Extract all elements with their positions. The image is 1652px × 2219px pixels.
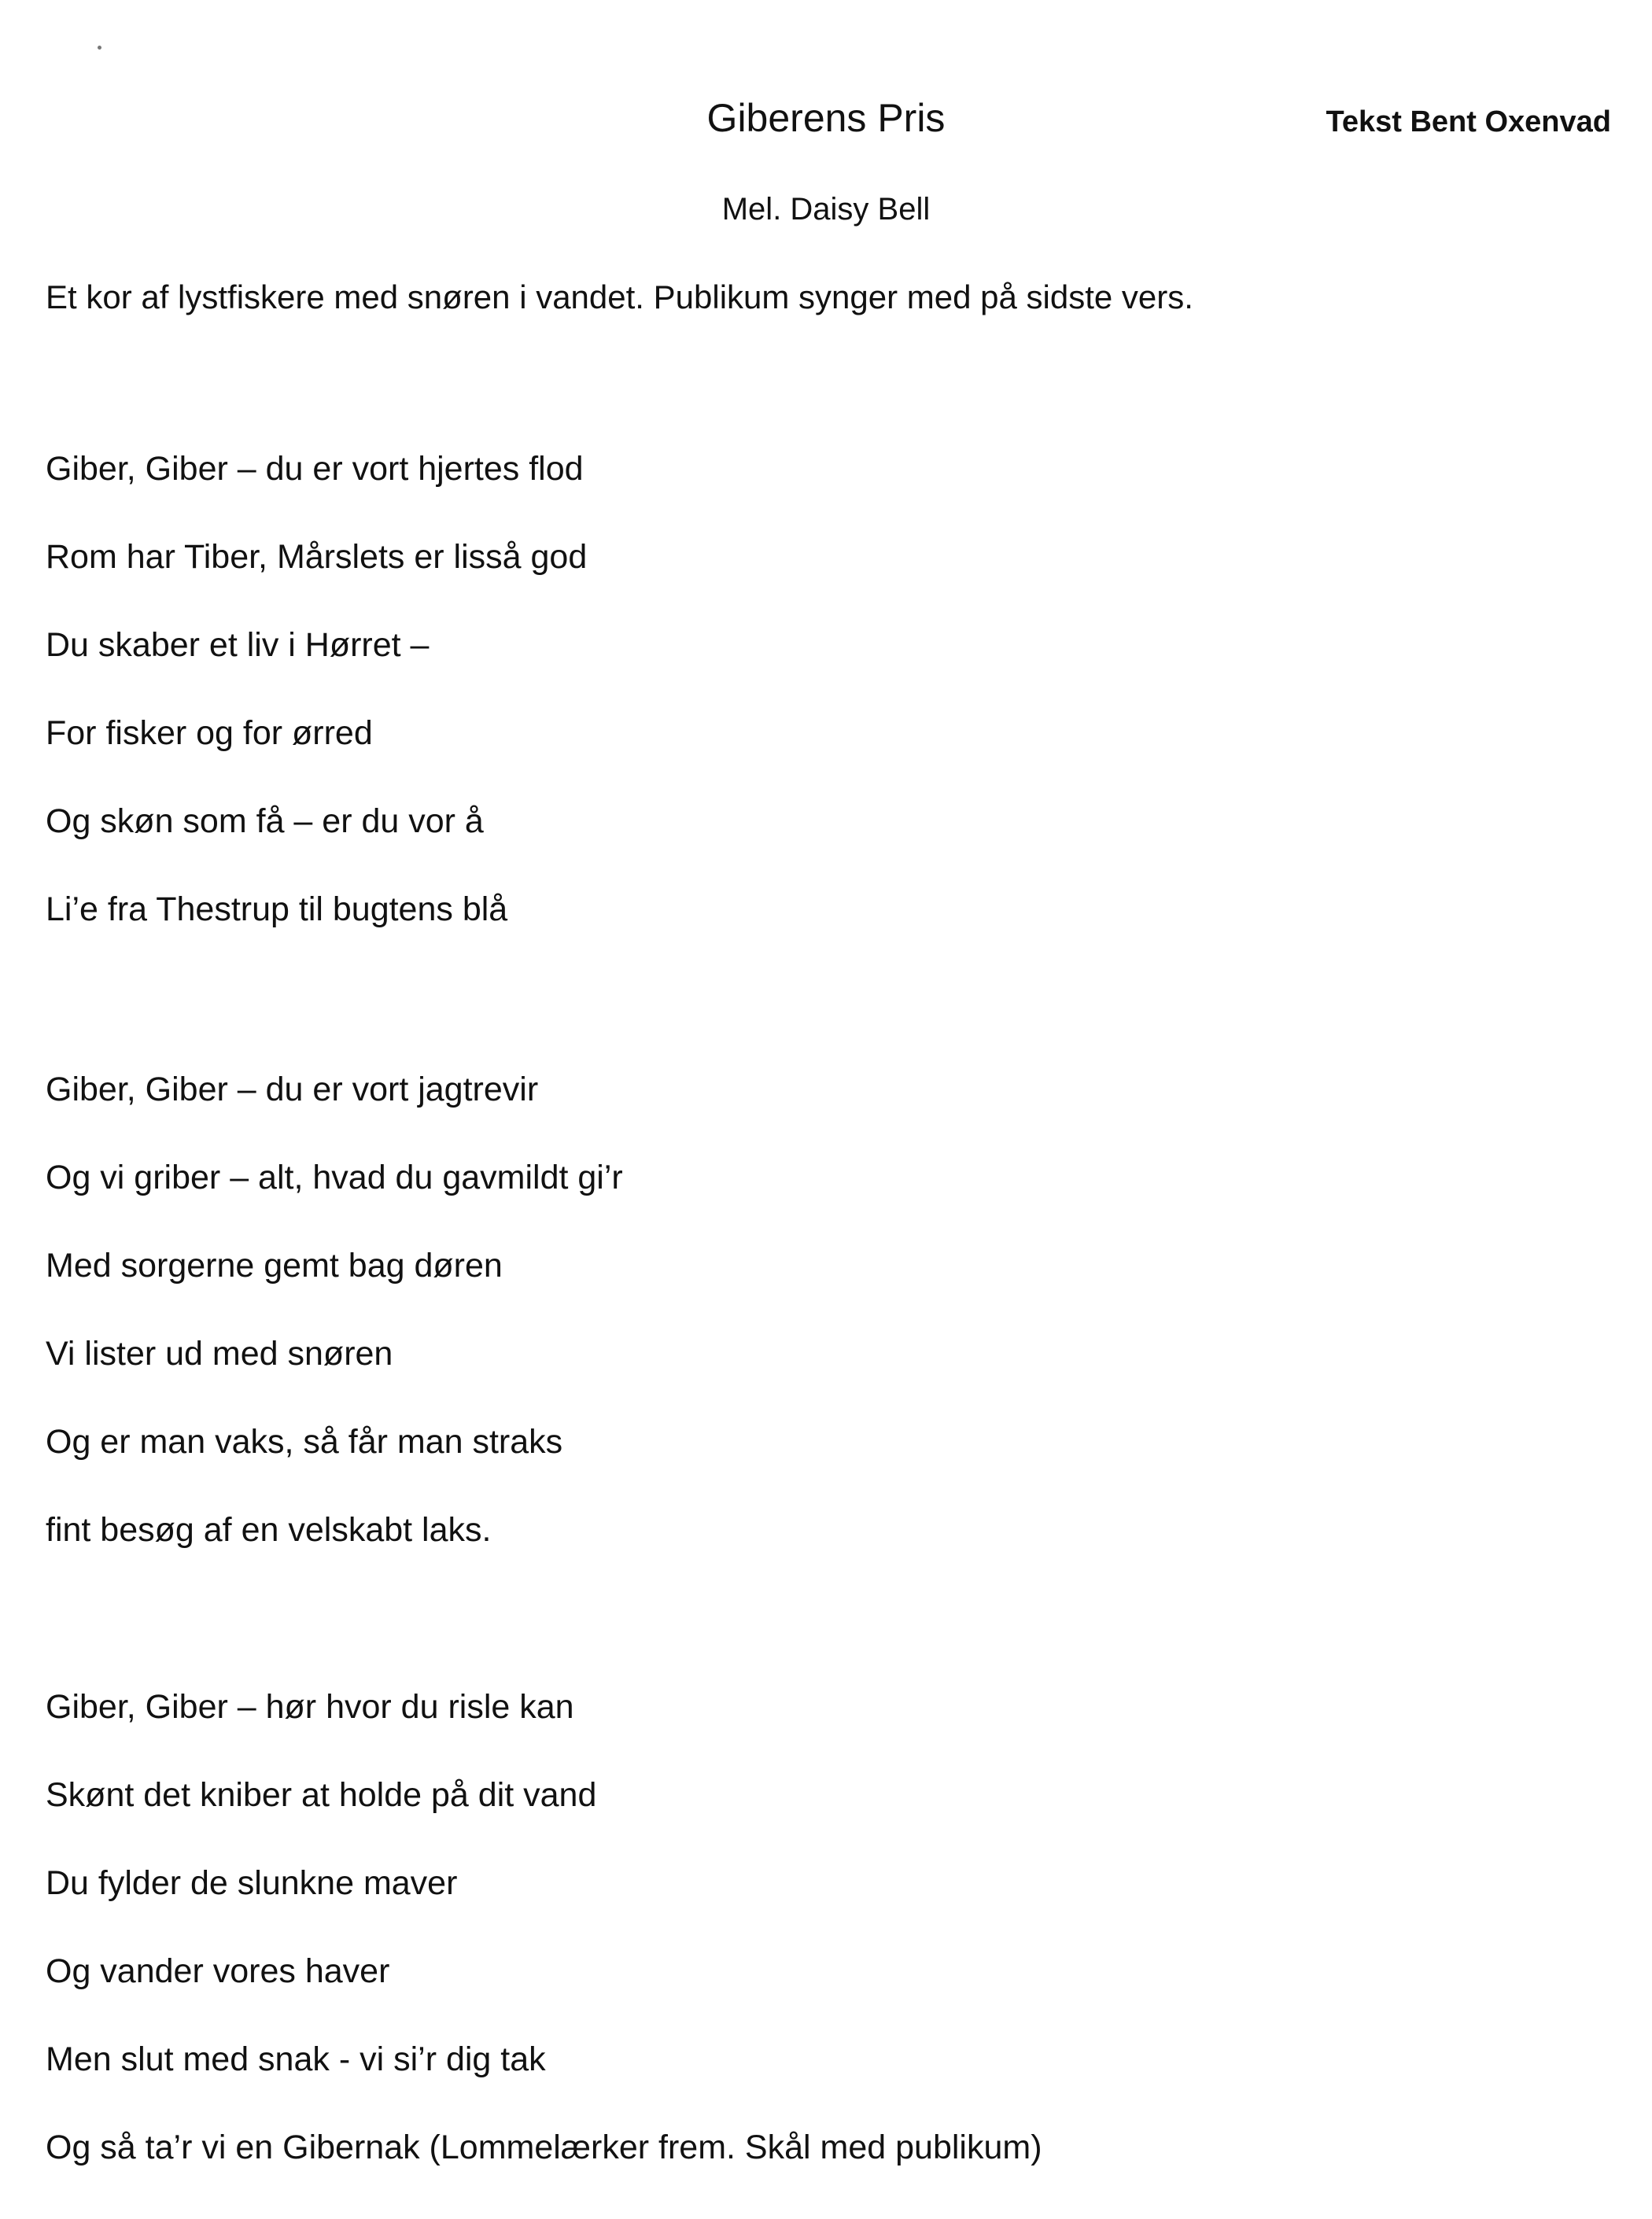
verse-line: Du fylder de slunkne maver — [46, 1864, 458, 1902]
verse-line: Giber, Giber – du er vort jagtrevir — [46, 1071, 539, 1108]
verse-line: Men slut med snak - vi si’r dig tak — [46, 2040, 546, 2078]
verse-line: Giber, Giber – du er vort hjertes flod — [46, 450, 584, 488]
song-title: Giberens Pris — [706, 96, 946, 140]
verse-3 — [46, 1683, 1619, 2212]
verse-line: Og vi griber – alt, hvad du gavmildt gi’r — [46, 1159, 623, 1196]
author-credit: Tekst Bent Oxenvad — [1326, 105, 1611, 138]
verse-line: Du skaber et liv i Hørret – — [46, 626, 430, 664]
stage-direction: Et kor af lystfiskere med snøren i vandet. Publikum synger med på sidste vers. — [46, 278, 1193, 315]
verse-line: Og så ta’r vi en Gibernak (Lommelærker frem. Skål med publikum) — [46, 2129, 1042, 2166]
verse-line: Og er man vaks, så får man straks — [46, 1423, 563, 1461]
verse-line: Li’e fra Thestrup til bugtens blå — [46, 890, 508, 928]
verse-1 — [46, 445, 1619, 974]
verse-line: Og skøn som få – er du vor å — [46, 802, 484, 840]
verse-2 — [46, 1066, 1619, 1594]
verse-line: Rom har Tiber, Mårslets er lisså god — [46, 538, 588, 576]
verse-line: Skønt det kniber at holde på dit vand — [46, 1776, 597, 1814]
scan-speck — [98, 46, 101, 50]
melody-note: Mel. Daisy Bell — [721, 192, 931, 227]
verse-line: For fisker og for ørred — [46, 714, 373, 752]
verse-line: Vi lister ud med snøren — [46, 1335, 393, 1373]
verse-line: fint besøg af en velskabt laks. — [46, 1511, 492, 1549]
verse-line: Giber, Giber – hør hvor du risle kan — [46, 1688, 574, 1726]
verse-line: Med sorgerne gemt bag døren — [46, 1247, 503, 1285]
verse-line: Og vander vores haver — [46, 1952, 390, 1990]
